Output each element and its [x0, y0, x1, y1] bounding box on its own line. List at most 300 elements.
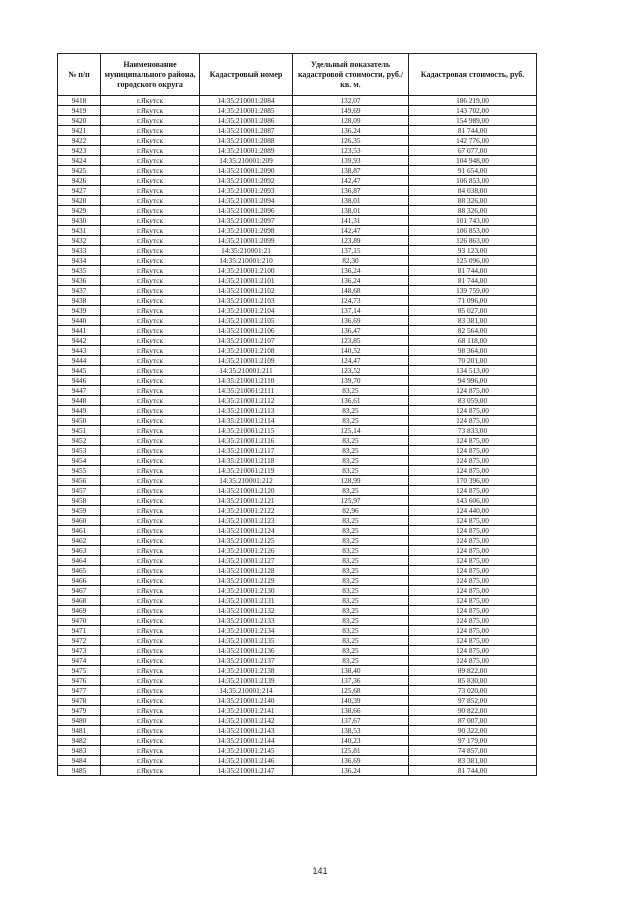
cell-cadastral-value: 124 875,00	[409, 556, 537, 566]
cell-unit-value: 83,25	[293, 656, 409, 666]
cell-cadastral-number: 14:35:210001:2129	[200, 576, 293, 586]
col-header-label: Удельный показатель кадастровой стоимости, руб./кв. м.	[297, 59, 404, 89]
cell-municipality: г.Якутск	[101, 506, 200, 516]
cell-row-number: 9437	[58, 286, 101, 296]
table-row	[58, 636, 537, 646]
table-row	[58, 126, 537, 136]
cadastral-value-table	[57, 53, 537, 776]
cell-row-number: 9421	[58, 126, 101, 136]
cell-cadastral-number: 14:35:210001:211	[200, 366, 293, 376]
cell-unit-value: 136,87	[293, 186, 409, 196]
cell-row-number: 9464	[58, 556, 101, 566]
cell-unit-value: 138,01	[293, 196, 409, 206]
cell-municipality: г.Якутск	[101, 366, 200, 376]
cell-cadastral-number: 14:35:210001:2120	[200, 486, 293, 496]
table-row	[58, 336, 537, 346]
cell-cadastral-value: 124 875,00	[409, 546, 537, 556]
cell-cadastral-value: 143 702,00	[409, 106, 537, 116]
cell-row-number: 9478	[58, 696, 101, 706]
cell-municipality: г.Якутск	[101, 276, 200, 286]
cell-cadastral-value: 97 852,00	[409, 696, 537, 706]
table-row	[58, 616, 537, 626]
cell-unit-value: 83,25	[293, 406, 409, 416]
table-row	[58, 766, 537, 776]
cell-unit-value: 140,39	[293, 696, 409, 706]
cell-unit-value: 138,40	[293, 666, 409, 676]
cell-municipality: г.Якутск	[101, 116, 200, 126]
cell-unit-value: 138,53	[293, 726, 409, 736]
cell-municipality: г.Якутск	[101, 746, 200, 756]
cell-row-number: 9427	[58, 186, 101, 196]
cell-row-number: 9461	[58, 526, 101, 536]
cell-row-number: 9422	[58, 136, 101, 146]
cell-unit-value: 124,47	[293, 356, 409, 366]
table-row	[58, 686, 537, 696]
cell-row-number: 9453	[58, 446, 101, 456]
cell-row-number: 9442	[58, 336, 101, 346]
cell-cadastral-value: 81 744,00	[409, 276, 537, 286]
cell-row-number: 9467	[58, 586, 101, 596]
cell-row-number: 9468	[58, 596, 101, 606]
col-header-row-number	[58, 54, 101, 96]
cell-cadastral-number: 14:35:210001:2107	[200, 336, 293, 346]
cell-row-number: 9458	[58, 496, 101, 506]
table-body	[58, 96, 537, 776]
cell-unit-value: 83,25	[293, 596, 409, 606]
cell-cadastral-number: 14:35:210001:2139	[200, 676, 293, 686]
cell-cadastral-number: 14:35:210001:2097	[200, 216, 293, 226]
table-row	[58, 386, 537, 396]
cell-cadastral-value: 124 440,00	[409, 506, 537, 516]
cell-municipality: г.Якутск	[101, 486, 200, 496]
cell-cadastral-number: 14:35:210001:2110	[200, 376, 293, 386]
table-row	[58, 706, 537, 716]
cell-unit-value: 125,14	[293, 426, 409, 436]
cell-cadastral-value: 93 123,00	[409, 246, 537, 256]
cell-cadastral-value: 106 853,00	[409, 226, 537, 236]
cell-cadastral-number: 14:35:210001:214	[200, 686, 293, 696]
cell-cadastral-value: 124 875,00	[409, 536, 537, 546]
table-row	[58, 226, 537, 236]
cell-municipality: г.Якутск	[101, 696, 200, 706]
cell-cadastral-value: 83 059,00	[409, 396, 537, 406]
cell-cadastral-number: 14:35:210001:2103	[200, 296, 293, 306]
cell-municipality: г.Якутск	[101, 756, 200, 766]
table-row	[58, 266, 537, 276]
cell-cadastral-number: 14:35:210001:2114	[200, 416, 293, 426]
cell-cadastral-value: 82 564,00	[409, 326, 537, 336]
cell-cadastral-number: 14:35:210001:2102	[200, 286, 293, 296]
cell-municipality: г.Якутск	[101, 196, 200, 206]
cell-cadastral-number: 14:35:210001:2128	[200, 566, 293, 576]
table-row	[58, 156, 537, 166]
table-row	[58, 526, 537, 536]
cell-cadastral-number: 14:35:210001:21	[200, 246, 293, 256]
cell-municipality: г.Якутск	[101, 646, 200, 656]
cell-row-number: 9479	[58, 706, 101, 716]
table-row	[58, 366, 537, 376]
cell-cadastral-number: 14:35:210001:2125	[200, 536, 293, 546]
table-row	[58, 236, 537, 246]
cell-unit-value: 123,52	[293, 366, 409, 376]
cell-row-number: 9472	[58, 636, 101, 646]
cell-cadastral-value: 104 948,00	[409, 156, 537, 166]
table-row	[58, 436, 537, 446]
cell-municipality: г.Якутск	[101, 226, 200, 236]
cell-municipality: г.Якутск	[101, 726, 200, 736]
table-row	[58, 516, 537, 526]
cell-unit-value: 140,52	[293, 346, 409, 356]
cell-cadastral-number: 14:35:210001:2117	[200, 446, 293, 456]
cell-row-number: 9419	[58, 106, 101, 116]
cell-cadastral-number: 14:35:210001:2085	[200, 106, 293, 116]
cell-cadastral-number: 14:35:210001:2106	[200, 326, 293, 336]
cell-municipality: г.Якутск	[101, 206, 200, 216]
table-row	[58, 676, 537, 686]
table-row	[58, 416, 537, 426]
cell-municipality: г.Якутск	[101, 336, 200, 346]
cell-municipality: г.Якутск	[101, 306, 200, 316]
cell-unit-value: 83,25	[293, 466, 409, 476]
cell-cadastral-value: 124 875,00	[409, 486, 537, 496]
table-row	[58, 246, 537, 256]
cell-cadastral-number: 14:35:210001:2116	[200, 436, 293, 446]
cell-cadastral-number: 14:35:210001:2142	[200, 716, 293, 726]
cell-row-number: 9425	[58, 166, 101, 176]
table-row	[58, 466, 537, 476]
cell-cadastral-value: 124 875,00	[409, 406, 537, 416]
cell-cadastral-value: 67 077,00	[409, 146, 537, 156]
cell-municipality: г.Якутск	[101, 416, 200, 426]
table-row	[58, 746, 537, 756]
cell-unit-value: 148,68	[293, 286, 409, 296]
cell-municipality: г.Якутск	[101, 426, 200, 436]
cell-unit-value: 149,69	[293, 106, 409, 116]
cell-cadastral-value: 91 654,00	[409, 166, 537, 176]
cell-cadastral-number: 14:35:210001:2112	[200, 396, 293, 406]
cell-unit-value: 138,01	[293, 206, 409, 216]
cell-row-number: 9466	[58, 576, 101, 586]
cell-unit-value: 137,14	[293, 306, 409, 316]
cell-municipality: г.Якутск	[101, 526, 200, 536]
cell-unit-value: 136,47	[293, 326, 409, 336]
cell-municipality: г.Якутск	[101, 456, 200, 466]
cell-cadastral-number: 14:35:210001:2130	[200, 586, 293, 596]
cell-cadastral-value: 124 875,00	[409, 656, 537, 666]
table-row	[58, 536, 537, 546]
cell-row-number: 9428	[58, 196, 101, 206]
table-row	[58, 286, 537, 296]
table-row	[58, 376, 537, 386]
table-row	[58, 106, 537, 116]
cell-row-number: 9480	[58, 716, 101, 726]
cell-row-number: 9454	[58, 456, 101, 466]
table-row	[58, 666, 537, 676]
cell-cadastral-number: 14:35:210001:209	[200, 156, 293, 166]
cell-municipality: г.Якутск	[101, 286, 200, 296]
cell-cadastral-value: 124 875,00	[409, 636, 537, 646]
cell-municipality: г.Якутск	[101, 656, 200, 666]
cell-row-number: 9483	[58, 746, 101, 756]
table-row	[58, 506, 537, 516]
cell-municipality: г.Якутск	[101, 516, 200, 526]
cell-row-number: 9418	[58, 96, 101, 106]
cell-unit-value: 83,25	[293, 586, 409, 596]
cell-row-number: 9445	[58, 366, 101, 376]
cell-cadastral-value: 81 744,00	[409, 126, 537, 136]
cell-row-number: 9444	[58, 356, 101, 366]
cell-cadastral-number: 14:35:210001:2147	[200, 766, 293, 776]
cell-row-number: 9463	[58, 546, 101, 556]
cell-row-number: 9435	[58, 266, 101, 276]
cell-cadastral-number: 14:35:210001:2101	[200, 276, 293, 286]
cell-municipality: г.Якутск	[101, 166, 200, 176]
cell-cadastral-number: 14:35:210001:2104	[200, 306, 293, 316]
cell-cadastral-number: 14:35:210001:2087	[200, 126, 293, 136]
cell-unit-value: 132,07	[293, 96, 409, 106]
cell-row-number: 9434	[58, 256, 101, 266]
cell-row-number: 9465	[58, 566, 101, 576]
cell-cadastral-number: 14:35:210001:2109	[200, 356, 293, 366]
cell-municipality: г.Якутск	[101, 686, 200, 696]
cell-unit-value: 142,47	[293, 226, 409, 236]
cell-municipality: г.Якутск	[101, 146, 200, 156]
cell-unit-value: 123,53	[293, 146, 409, 156]
cell-row-number: 9440	[58, 316, 101, 326]
cell-cadastral-value: 73 020,00	[409, 686, 537, 696]
cell-cadastral-value: 143 606,00	[409, 496, 537, 506]
cell-unit-value: 123,85	[293, 336, 409, 346]
cell-cadastral-value: 124 875,00	[409, 616, 537, 626]
cell-row-number: 9456	[58, 476, 101, 486]
cell-municipality: г.Якутск	[101, 266, 200, 276]
cell-row-number: 9431	[58, 226, 101, 236]
cell-municipality: г.Якутск	[101, 586, 200, 596]
cell-cadastral-value: 186 219,00	[409, 96, 537, 106]
table-row	[58, 756, 537, 766]
cell-row-number: 9470	[58, 616, 101, 626]
cell-cadastral-number: 14:35:210001:2140	[200, 696, 293, 706]
cell-cadastral-number: 14:35:210001:2090	[200, 166, 293, 176]
col-header-cadastral-value	[409, 54, 537, 96]
cell-municipality: г.Якутск	[101, 446, 200, 456]
cell-row-number: 9460	[58, 516, 101, 526]
cell-unit-value: 137,67	[293, 716, 409, 726]
table-row	[58, 426, 537, 436]
cell-municipality: г.Якутск	[101, 356, 200, 366]
cell-row-number: 9426	[58, 176, 101, 186]
cell-cadastral-number: 14:35:210001:2088	[200, 136, 293, 146]
cell-row-number: 9423	[58, 146, 101, 156]
cell-unit-value: 82,30	[293, 256, 409, 266]
cell-municipality: г.Якутск	[101, 396, 200, 406]
cell-cadastral-number: 14:35:210001:2093	[200, 186, 293, 196]
cell-cadastral-value: 124 875,00	[409, 646, 537, 656]
table-row	[58, 596, 537, 606]
cell-unit-value: 83,25	[293, 446, 409, 456]
cell-cadastral-number: 14:35:210001:2143	[200, 726, 293, 736]
cell-cadastral-value: 124 875,00	[409, 456, 537, 466]
table-row	[58, 496, 537, 506]
cell-municipality: г.Якутск	[101, 706, 200, 716]
cell-municipality: г.Якутск	[101, 126, 200, 136]
cell-row-number: 9455	[58, 466, 101, 476]
cell-municipality: г.Якутск	[101, 736, 200, 746]
cell-row-number: 9449	[58, 406, 101, 416]
cell-cadastral-value: 142 776,00	[409, 136, 537, 146]
col-header-unit-value	[293, 54, 409, 96]
cell-unit-value: 125,68	[293, 686, 409, 696]
cell-municipality: г.Якутск	[101, 316, 200, 326]
cell-unit-value: 83,25	[293, 546, 409, 556]
cell-unit-value: 123,89	[293, 236, 409, 246]
cell-row-number: 9433	[58, 246, 101, 256]
cell-cadastral-value: 124 875,00	[409, 566, 537, 576]
cell-municipality: г.Якутск	[101, 556, 200, 566]
cell-cadastral-number: 14:35:210001:2113	[200, 406, 293, 416]
table-row	[58, 256, 537, 266]
cell-municipality: г.Якутск	[101, 536, 200, 546]
cell-unit-value: 83,25	[293, 386, 409, 396]
col-header-municipality	[101, 54, 200, 96]
cell-cadastral-value: 124 875,00	[409, 516, 537, 526]
cell-unit-value: 138,87	[293, 166, 409, 176]
cell-cadastral-number: 14:35:210001:2126	[200, 546, 293, 556]
cell-cadastral-number: 14:35:210001:2094	[200, 196, 293, 206]
table-row	[58, 136, 537, 146]
cell-row-number: 9420	[58, 116, 101, 126]
cell-cadastral-number: 14:35:210001:2099	[200, 236, 293, 246]
cell-cadastral-number: 14:35:210001:2108	[200, 346, 293, 356]
cell-municipality: г.Якутск	[101, 616, 200, 626]
cell-cadastral-value: 83 381,00	[409, 756, 537, 766]
cell-cadastral-value: 126 863,00	[409, 236, 537, 246]
cell-unit-value: 83,25	[293, 516, 409, 526]
cell-cadastral-value: 125 096,00	[409, 256, 537, 266]
cell-cadastral-number: 14:35:210001:2086	[200, 116, 293, 126]
cell-row-number: 9469	[58, 606, 101, 616]
cell-cadastral-value: 88 326,00	[409, 206, 537, 216]
table-row	[58, 486, 537, 496]
table-row	[58, 476, 537, 486]
cell-unit-value: 83,25	[293, 526, 409, 536]
col-header-label: № п/п	[68, 69, 90, 79]
cell-municipality: г.Якутск	[101, 476, 200, 486]
cell-cadastral-value: 124 875,00	[409, 386, 537, 396]
cell-row-number: 9471	[58, 626, 101, 636]
cell-cadastral-number: 14:35:210001:2098	[200, 226, 293, 236]
table-row	[58, 96, 537, 106]
cell-municipality: г.Якутск	[101, 566, 200, 576]
cell-unit-value: 136,24	[293, 766, 409, 776]
cell-cadastral-value: 124 875,00	[409, 416, 537, 426]
cell-municipality: г.Якутск	[101, 666, 200, 676]
cell-cadastral-value: 124 875,00	[409, 626, 537, 636]
cell-municipality: г.Якутск	[101, 106, 200, 116]
cell-cadastral-number: 14:35:210001:212	[200, 476, 293, 486]
cell-cadastral-number: 14:35:210001:2119	[200, 466, 293, 476]
cell-unit-value: 83,25	[293, 566, 409, 576]
cell-unit-value: 83,25	[293, 536, 409, 546]
col-header-label: Кадастровая стоимость, руб.	[420, 69, 525, 79]
table-row	[58, 146, 537, 156]
cell-unit-value: 83,25	[293, 556, 409, 566]
cell-row-number: 9447	[58, 386, 101, 396]
table-row	[58, 586, 537, 596]
cell-cadastral-number: 14:35:210001:2096	[200, 206, 293, 216]
cell-row-number: 9451	[58, 426, 101, 436]
table-row	[58, 356, 537, 366]
cell-unit-value: 136,24	[293, 126, 409, 136]
table-row	[58, 316, 537, 326]
table-row	[58, 216, 537, 226]
table-row	[58, 296, 537, 306]
cell-cadastral-number: 14:35:210001:2135	[200, 636, 293, 646]
cell-municipality: г.Якутск	[101, 546, 200, 556]
cell-unit-value: 125,97	[293, 496, 409, 506]
table-row	[58, 276, 537, 286]
cell-cadastral-value: 85 027,00	[409, 306, 537, 316]
cell-unit-value: 83,25	[293, 416, 409, 426]
cell-unit-value: 126,35	[293, 136, 409, 146]
cell-unit-value: 136,61	[293, 396, 409, 406]
cell-row-number: 9439	[58, 306, 101, 316]
cell-municipality: г.Якутск	[101, 716, 200, 726]
cell-cadastral-value: 73 833,00	[409, 426, 537, 436]
cell-unit-value: 136,69	[293, 756, 409, 766]
cell-row-number: 9477	[58, 686, 101, 696]
cell-municipality: г.Якутск	[101, 766, 200, 776]
table-row	[58, 326, 537, 336]
cell-unit-value: 142,47	[293, 176, 409, 186]
cell-unit-value: 83,25	[293, 616, 409, 626]
cell-cadastral-value: 85 830,00	[409, 676, 537, 686]
cell-cadastral-number: 14:35:210001:2115	[200, 426, 293, 436]
cell-row-number: 9424	[58, 156, 101, 166]
table-row	[58, 546, 537, 556]
cell-cadastral-value: 124 875,00	[409, 576, 537, 586]
cell-municipality: г.Якутск	[101, 326, 200, 336]
cell-cadastral-value: 94 996,00	[409, 376, 537, 386]
table-row	[58, 606, 537, 616]
cell-municipality: г.Якутск	[101, 156, 200, 166]
cell-row-number: 9473	[58, 646, 101, 656]
table-row	[58, 656, 537, 666]
cell-cadastral-value: 74 857,00	[409, 746, 537, 756]
cell-cadastral-value: 81 744,00	[409, 766, 537, 776]
cell-municipality: г.Якутск	[101, 386, 200, 396]
cell-unit-value: 139,93	[293, 156, 409, 166]
cell-municipality: г.Якутск	[101, 216, 200, 226]
table-row	[58, 306, 537, 316]
table-row	[58, 726, 537, 736]
cell-municipality: г.Якутск	[101, 236, 200, 246]
cell-row-number: 9429	[58, 206, 101, 216]
cell-unit-value: 124,73	[293, 296, 409, 306]
cell-cadastral-number: 14:35:210001:2122	[200, 506, 293, 516]
table-row	[58, 456, 537, 466]
cell-unit-value: 125,81	[293, 746, 409, 756]
cell-cadastral-value: 124 875,00	[409, 466, 537, 476]
cell-unit-value: 136,69	[293, 316, 409, 326]
cell-cadastral-number: 14:35:210001:2138	[200, 666, 293, 676]
cell-row-number: 9475	[58, 666, 101, 676]
cell-unit-value: 128,99	[293, 476, 409, 486]
cell-unit-value: 82,96	[293, 506, 409, 516]
cell-municipality: г.Якутск	[101, 676, 200, 686]
cell-unit-value: 83,25	[293, 576, 409, 586]
cell-municipality: г.Якутск	[101, 256, 200, 266]
